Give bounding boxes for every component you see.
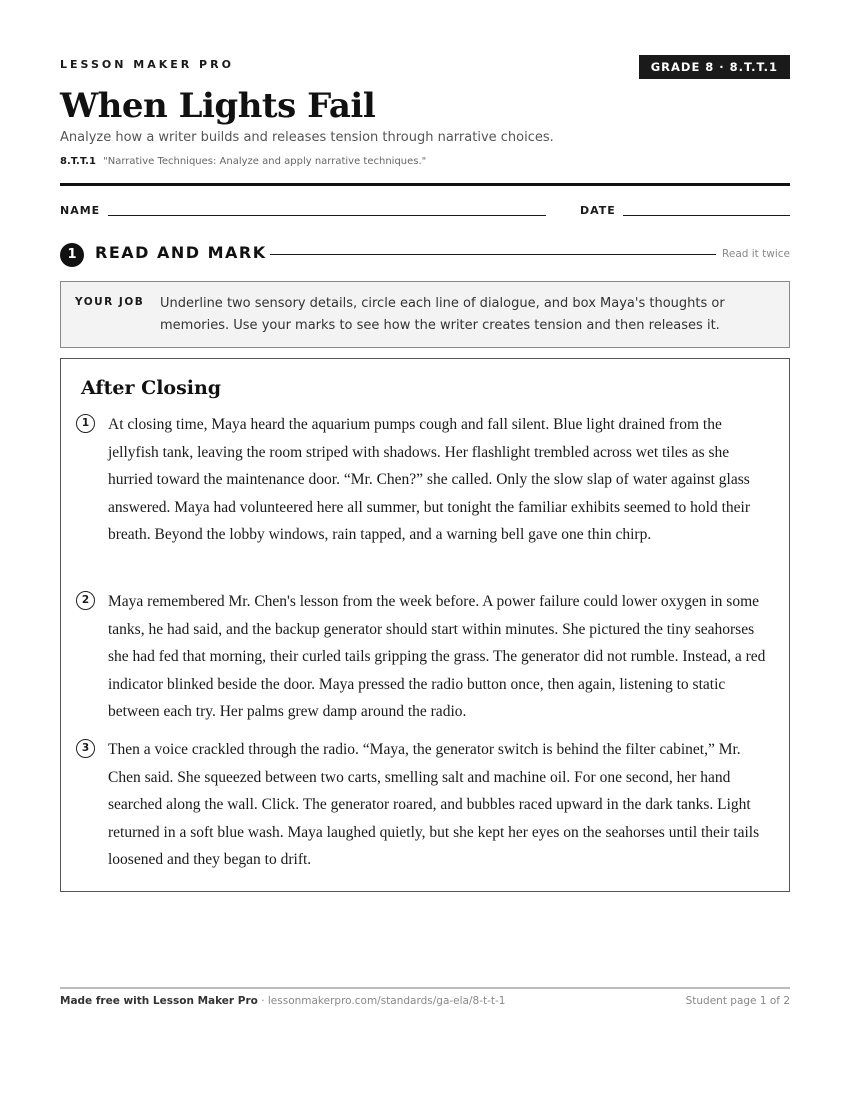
name-field[interactable] <box>108 215 546 216</box>
footer-divider <box>60 987 790 989</box>
date-field[interactable] <box>623 215 790 216</box>
instructions-box <box>60 281 790 348</box>
standard-code: 8.T.T.1 <box>60 156 96 167</box>
page-subtitle: Analyze how a writer builds and releases tension through narrative choices. <box>60 130 554 145</box>
story-passage <box>60 358 790 892</box>
paragraph-number: 2 <box>76 591 95 610</box>
grade-badge: GRADE 8 · 8.T.T.1 <box>639 55 790 79</box>
section-number-badge: 1 <box>60 243 84 267</box>
story-paragraph: Then a voice crackled through the radio. “Maya, the generator switch is behind the filter cabinet,” Mr. Chen said. She squeezed between two carts, smelling salt and machine oil. For one second, her hand searched along the wall. Click. The generator roared, and bubbles raced upward in the dark tanks. Light returned in a soft blue wash. Maya laughed quietly, but she kept her eyes on the seahorses until their tails loosened and they began to drift. <box>108 741 760 869</box>
footer-url[interactable]: lessonmakerpro.com/standards/ga-ela/8-t-t-1 <box>267 995 506 1007</box>
standard-description: "Narrative Techniques: Analyze and apply narrative techniques." <box>103 156 427 167</box>
story-title: After Closing <box>81 377 222 399</box>
section-title: READ AND MARK <box>95 243 267 262</box>
story-paragraph: At closing time, Maya heard the aquarium pumps cough and fall silent. Blue light drained from the jellyfish tank, leaving the room striped with shadows. Her flashlight trembled across wet tiles as she hurried toward the maintenance door. “Mr. Chen?” she called. Only the slow slap of water against glass answered. Maya had volunteered here all summer, but tonight the familiar exhibits seemed to hold their breath. Beyond the lobby windows, rain tapped, and a warning bell gave one thin chirp. <box>108 416 751 544</box>
paragraph-number: 3 <box>76 739 95 758</box>
page-title: When Lights Fail <box>60 86 376 126</box>
paragraph-number: 1 <box>76 414 95 433</box>
section-hint: Read it twice <box>722 248 790 260</box>
date-label: DATE <box>580 204 616 217</box>
worksheet-page <box>60 0 790 1100</box>
standard-reference <box>60 156 426 167</box>
section-divider <box>270 254 716 255</box>
footer-made-with: Made free with Lesson Maker Pro <box>60 995 258 1007</box>
footer-credit <box>60 995 506 1007</box>
footer-separator: · <box>257 995 268 1007</box>
name-label: NAME <box>60 204 101 217</box>
brand-name: LESSON MAKER PRO <box>60 58 234 71</box>
story-paragraph: Maya remembered Mr. Chen's lesson from the week before. A power failure could lower oxygen in some tanks, he had said, and the backup generator should start within minutes. She pictured the tiny seahorses she had fed that morning, their curled tails gripping the grass. The generator did not rumble. Instead, a red indicator blinked beside the door. Maya pressed the radio button once, then again, listening to static between each try. Her palms grew damp around the radio. <box>108 593 766 721</box>
instructions-label: YOUR JOB <box>75 296 145 308</box>
header-divider <box>60 183 790 186</box>
page-indicator: Student page 1 of 2 <box>685 995 790 1007</box>
instructions-text: Underline two sensory details, circle each line of dialogue, and box Maya's thoughts or memories. Use your marks to see how the writer creates tension and then releases it. <box>160 296 725 333</box>
